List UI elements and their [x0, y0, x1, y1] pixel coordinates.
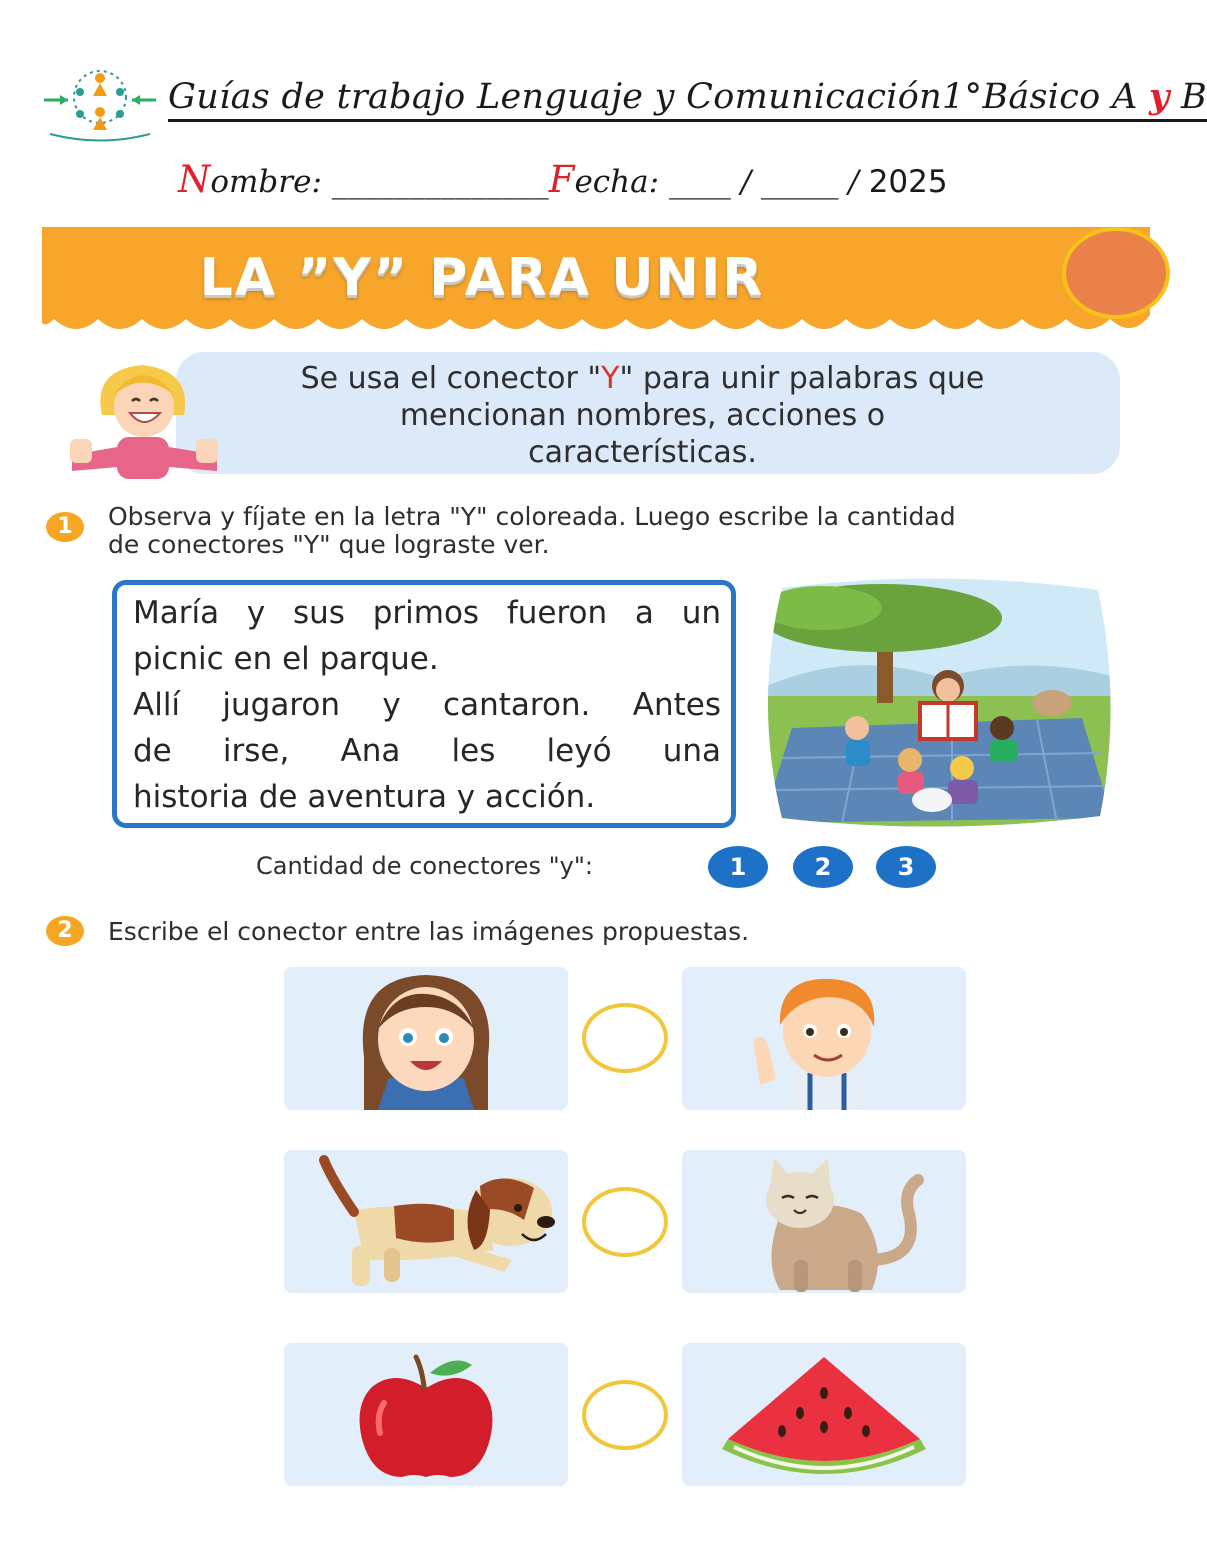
school-logo-icon: [40, 52, 160, 147]
picnic-scene-icon: [762, 578, 1118, 828]
orange-circle-icon: [1062, 227, 1170, 319]
count-option-1[interactable]: 1: [708, 846, 768, 888]
date-field[interactable]: echa: ____ / _____ /: [574, 164, 869, 200]
story-line-3: Allí jugaron y cantaron. Antes: [133, 687, 721, 723]
banner-title: LA ”Y” PARA UNIR: [199, 248, 765, 308]
boy-icon: [682, 967, 966, 1110]
card-watermelon: [682, 1343, 966, 1486]
apple-icon: [284, 1343, 568, 1486]
card-apple: [284, 1343, 568, 1486]
card-cat: [682, 1150, 966, 1293]
exercise-1-instruction: Observa y fíjate en la letra "Y" coloreada. Luego escribe la cantidad de conectores "Y" que lograste ver.: [108, 502, 956, 559]
exercise-2-instruction: Escribe el conector entre las imágenes propuestas.: [108, 917, 750, 946]
card-boy: [682, 967, 966, 1110]
exercise-1-badge: 1: [46, 512, 84, 542]
story-line-2: picnic en el parque.: [133, 641, 439, 677]
exercise-2-badge: 2: [46, 916, 84, 946]
dog-icon: [284, 1150, 568, 1293]
card-dog: [284, 1150, 568, 1293]
connector-answer-3[interactable]: [582, 1380, 668, 1450]
count-label: Cantidad de conectores "y":: [256, 852, 593, 880]
connector-answer-2[interactable]: [582, 1187, 668, 1257]
info-text: Se usa el conector "Y" para unir palabras que mencionan nombres, acciones o características.: [300, 361, 985, 470]
story-line-1: María y sus primos fueron a un: [133, 595, 721, 631]
watermelon-icon: [682, 1343, 966, 1486]
count-option-3[interactable]: 3: [876, 846, 936, 888]
story-line-5: historia de aventura y acción.: [133, 779, 596, 815]
year: 2025: [868, 164, 948, 200]
connector-answer-1[interactable]: [582, 1003, 668, 1073]
title-accent-y: y: [1148, 76, 1170, 117]
name-date-line: Nombre: ______________Fecha: ____ / _____ / 2025: [178, 158, 948, 201]
story-line-4: de irse, Ana les leyó una: [133, 733, 721, 769]
count-option-2[interactable]: 2: [793, 846, 853, 888]
worksheet-title: Guías de trabajo Lenguaje y Comunicación1°Básico A y B: [168, 76, 1128, 117]
cat-icon: [682, 1150, 966, 1293]
name-field[interactable]: ombre: ______________: [210, 164, 549, 200]
girl-icon: [284, 967, 568, 1110]
card-girl: [284, 967, 568, 1110]
